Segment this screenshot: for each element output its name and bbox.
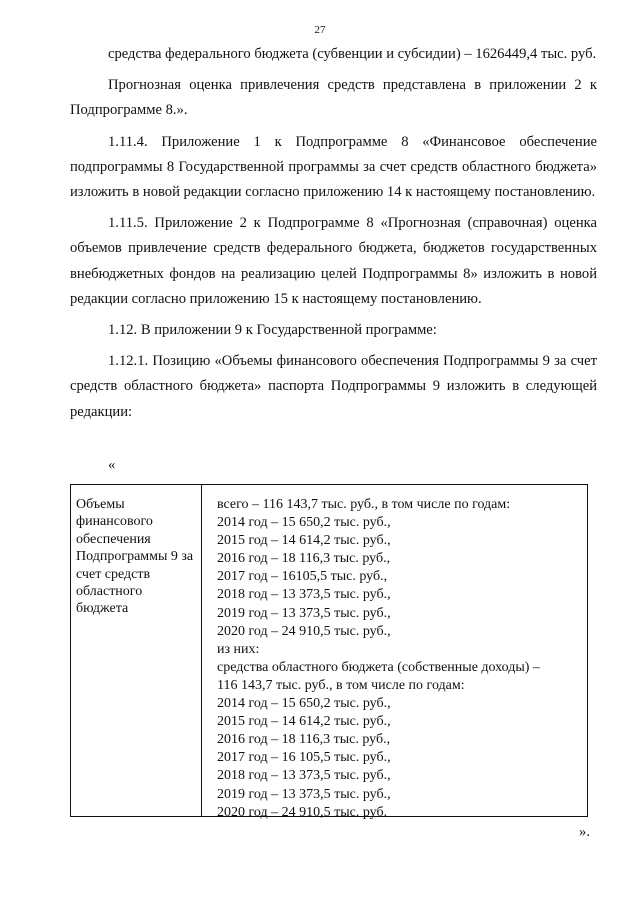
paragraph-forecast: Прогнозная оценка привлечения средств представлена в приложении 2 к Подпрограмме 8.». bbox=[70, 77, 597, 119]
paragraph-1-12-1: 1.12.1. Позицию «Объемы финансового обеспечения Подпрограммы 9 за счет средств областного бюджета» паспорта Подпрограммы 9 изложить в следующей редакции: bbox=[70, 353, 597, 420]
opening-quote: « bbox=[108, 457, 116, 473]
table-label-cell: Объемы финансового обеспечения Подпрограммы 9 за счет средств областного бюджета bbox=[71, 485, 202, 816]
table-row: 2018 год – 13 373,5 тыс. руб., bbox=[217, 587, 391, 603]
paragraph-1-11-5: 1.11.5. Приложение 2 к Подпрограмме 8 «Прогнозная (справочная) оценка объемов привлечение средств федерального бюджета, бюджетов государственных внебюджетных фондов на реализацию целей Подпрограммы 8» изложить в новой редакции согласно приложению 15 к настоящему постановлению. bbox=[70, 215, 597, 307]
table-row: 2020 год – 24 910,5 тыс. руб., bbox=[217, 623, 391, 639]
table-value-cell bbox=[202, 485, 587, 820]
paragraph-continuation: средства федерального бюджета (субвенции и субсидии) – 1626449,4 тыс. руб. bbox=[108, 46, 597, 62]
table-row: 116 143,7 тыс. руб., в том числе по годам: bbox=[217, 677, 465, 693]
table-row: из них: bbox=[217, 641, 260, 657]
table-row: 2017 год – 16 105,5 тыс. руб., bbox=[217, 750, 391, 766]
paragraph-1-12: 1.12. В приложении 9 к Государственной программе: bbox=[108, 322, 437, 339]
closing-quote: ». bbox=[579, 824, 590, 840]
document-body bbox=[70, 42, 597, 425]
table-row: 2015 год – 14 614,2 тыс. руб., bbox=[217, 714, 391, 730]
page-number: 27 bbox=[314, 24, 326, 36]
table-row: 2019 год – 13 373,5 тыс. руб., bbox=[217, 605, 391, 621]
financing-table bbox=[70, 484, 588, 820]
table-row: 2015 год – 14 614,2 тыс. руб., bbox=[217, 533, 391, 549]
table-row: 2019 год – 13 373,5 тыс. руб., bbox=[217, 786, 391, 802]
table-row: 2016 год – 18 116,3 тыс. руб., bbox=[217, 551, 391, 567]
table-row: 2020 год – 24 910,5 тыс. руб. bbox=[217, 804, 388, 820]
table-row: 2016 год – 18 116,3 тыс. руб., bbox=[217, 732, 391, 748]
table-row: 2014 год – 15 650,2 тыс. руб., bbox=[217, 696, 391, 712]
table-row: 2014 год – 15 650,2 тыс. руб., bbox=[217, 515, 391, 531]
table-row: всего – 116 143,7 тыс. руб., в том числе по годам: bbox=[217, 497, 511, 512]
table-row: 2018 год – 13 373,5 тыс. руб., bbox=[217, 768, 391, 784]
paragraph-1-11-4: 1.11.4. Приложение 1 к Подпрограмме 8 «Финансовое обеспечение подпрограммы 8 Государственной программы за счет средств областного бюджета» изложить в новой редакции согласно приложению 14 к настоящему постановлению. bbox=[70, 133, 597, 201]
table-row: средства областного бюджета (собственные доходы) – bbox=[217, 659, 540, 675]
table-row: 2017 год – 16105,5 тыс. руб., bbox=[217, 569, 388, 585]
